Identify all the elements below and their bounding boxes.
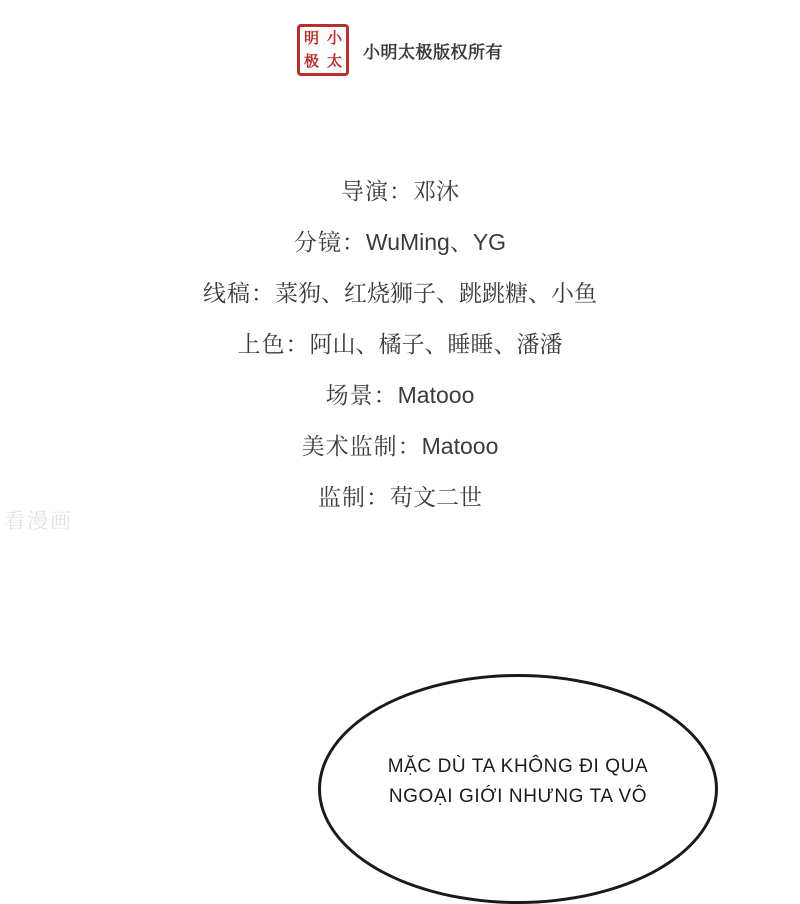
credit-label: 分镜： — [293, 229, 366, 255]
credit-value: 阿山、橘子、睡睡、潘潘 — [309, 331, 563, 357]
credit-line-director — [0, 180, 800, 203]
credit-value: 苟文二世 — [390, 484, 482, 510]
credit-line-supervisor — [0, 486, 800, 509]
credit-label: 线稿： — [203, 280, 275, 306]
credit-label: 监制： — [318, 484, 390, 510]
credits-block — [0, 180, 800, 509]
credit-line-art-supervisor — [0, 435, 800, 458]
credit-line-color — [0, 333, 800, 356]
credit-label: 上色： — [237, 331, 310, 357]
credit-label: 美术监制： — [301, 433, 422, 459]
watermark: 看漫画 — [4, 510, 73, 533]
seal-char-2: 明 — [303, 29, 319, 47]
seal-char-1: 小 — [326, 29, 342, 47]
seal-char-3: 太 — [326, 52, 342, 70]
copyright-text: 小明太极版权所有 — [363, 42, 503, 62]
credit-line-storyboard — [0, 231, 800, 254]
copyright-header — [0, 24, 800, 76]
seal-char-4: 极 — [303, 52, 319, 70]
credit-value: 邓沐 — [413, 178, 459, 204]
speech-line-1: MẶC DÙ TA KHÔNG ĐI QUA — [387, 756, 649, 777]
credit-line-lineart — [0, 282, 800, 305]
credit-value: WuMing、YG — [365, 229, 507, 255]
seal-stamp-icon — [297, 24, 349, 76]
credit-label: 导演： — [341, 178, 413, 204]
speech-bubble-text — [318, 752, 718, 812]
credit-label: 场景： — [325, 382, 398, 408]
credit-value: 菜狗、红烧狮子、跳跳糖、小鱼 — [275, 280, 597, 306]
speech-line-2: NGOẠI GIỚI NHƯNG TA VÔ — [388, 786, 648, 807]
credit-line-scene — [0, 384, 800, 407]
credit-value: Matooo — [397, 382, 475, 408]
credit-value: Matooo — [421, 433, 499, 459]
